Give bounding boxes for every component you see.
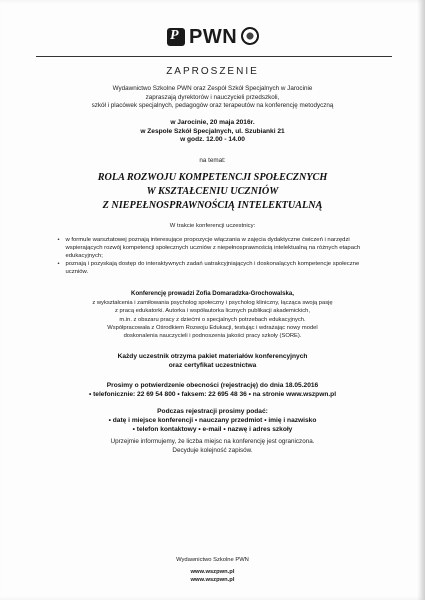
registration-line-2: • telefon kontaktowy • e-mail • nazwę i adres szkoły: [132, 425, 293, 433]
brand-name: PWN: [189, 26, 238, 48]
speaker-bio-2: z pracą edukatorki. Autorka i współautorka licznych publikacji akademickich,: [115, 308, 310, 315]
speaker-name: Konferencję prowadzi Zofia Domaradzka-Grochowalska,: [131, 289, 294, 297]
package-line-2: oraz certyfikat uczestnictwa: [168, 361, 257, 369]
speaker-bio-5: doskonalenia nauczycieli i podnoszenia jakości pracy szkoły (SORE).: [123, 333, 302, 340]
list-item: • w formule warsztatowej poznają interesujące propozycje włączania w zajęcia dydaktyczne ćwiczeń i narzędzi wspierających rozwój kompetencji społecznych uczniów z niepełnosprawnością intelektualną na różnych etapach edukacyjnych;: [58, 237, 368, 260]
topic-line-3: Z NIEPEŁNOSPRAWNOŚCIĄ INTELEKTUALNĄ: [102, 200, 323, 212]
registration-line-1: • datę i miejsce konferencji • nauczany przedmiot • imię i nazwisko: [108, 416, 317, 424]
seal-icon: [241, 27, 259, 45]
topic-line-1: ROLA ROZWOJU KOMPETENCJI SPOŁECZNYCH: [97, 171, 328, 183]
rsvp-line-2: • telefonicznie: 22 69 54 800 • faksem: 22 695 48 36 • na stronie www.wszpwn.pl: [88, 391, 337, 399]
topic-label: na temat:: [199, 157, 226, 165]
note-line-2: Decyduje kolejność zapisów.: [172, 446, 253, 454]
footer: [0, 556, 425, 584]
pwn-logo-icon: P: [167, 28, 185, 46]
during-label: W trakcie konferencji uczestnicy:: [169, 223, 256, 230]
intro-line-3: szkół i placówek specjalnych, pedagogów oraz terapeutów na konferencję metodyczną: [91, 102, 334, 110]
speaker-bio-4: Współpracowała z Ośrodkiem Rozwoju Edukacji, testując i wdrażając nowy model: [107, 324, 318, 331]
date-line: w Jarocinie, 20 maja 2016r.: [170, 118, 255, 126]
footer-url-2: www.wszpwn.pl: [190, 577, 235, 583]
page-title: ZAPROSZENIE: [166, 66, 259, 77]
intro-line-2: zapraszają dyrektorów i nauczycieli przedszkoli,: [145, 93, 280, 101]
header-divider: [36, 56, 392, 57]
topic-line-2: W KSZTAŁCENIU UCZNIÓW: [146, 185, 279, 197]
invitation-body: [0, 62, 425, 456]
note-line-1: Uprzejmie informujemy, że liczba miejsc na konferencję jest ograniczona.: [110, 438, 315, 446]
registration-title: Podczas rejestracji prosimy podać:: [157, 407, 268, 415]
package-line-1: Każdy uczestnik otrzyma pakiet materiałów konferencyjnych: [117, 352, 308, 360]
venue-line: w Zespole Szkół Specjalnych, ul. Szubianki 21: [140, 127, 285, 135]
list-item: • poznają i pozyskają dostęp do interaktywnych zadań uatrakcyjniających i doskonalących kompetencje społeczne uczniów.: [58, 261, 368, 277]
footer-publisher: Wydawnictwo Szkolne PWN: [176, 557, 249, 563]
time-line: w godz. 12.00 - 14.00: [180, 136, 245, 144]
footer-url: www.wszpwn.pl: [190, 569, 235, 575]
speaker-bio-1: z wykształcenia i zamiłowania psycholog społeczny i psycholog kliniczny, łącząca swoją pasję: [92, 299, 333, 306]
intro-line-1: Wydawnictwo Szkolne PWN oraz Zespół Szkół Specjalnych w Jarocinie: [112, 85, 313, 92]
benefits-list: [58, 237, 368, 277]
header: [0, 26, 425, 56]
speaker-bio-3: m.in. z obszaru pracy z dziećmi o specjalnych potrzebach edukacyjnych.: [119, 316, 306, 323]
rsvp-line-1: Prosimy o potwierdzenie obecności (rejestrację) do dnia 18.05.2016: [106, 382, 319, 390]
